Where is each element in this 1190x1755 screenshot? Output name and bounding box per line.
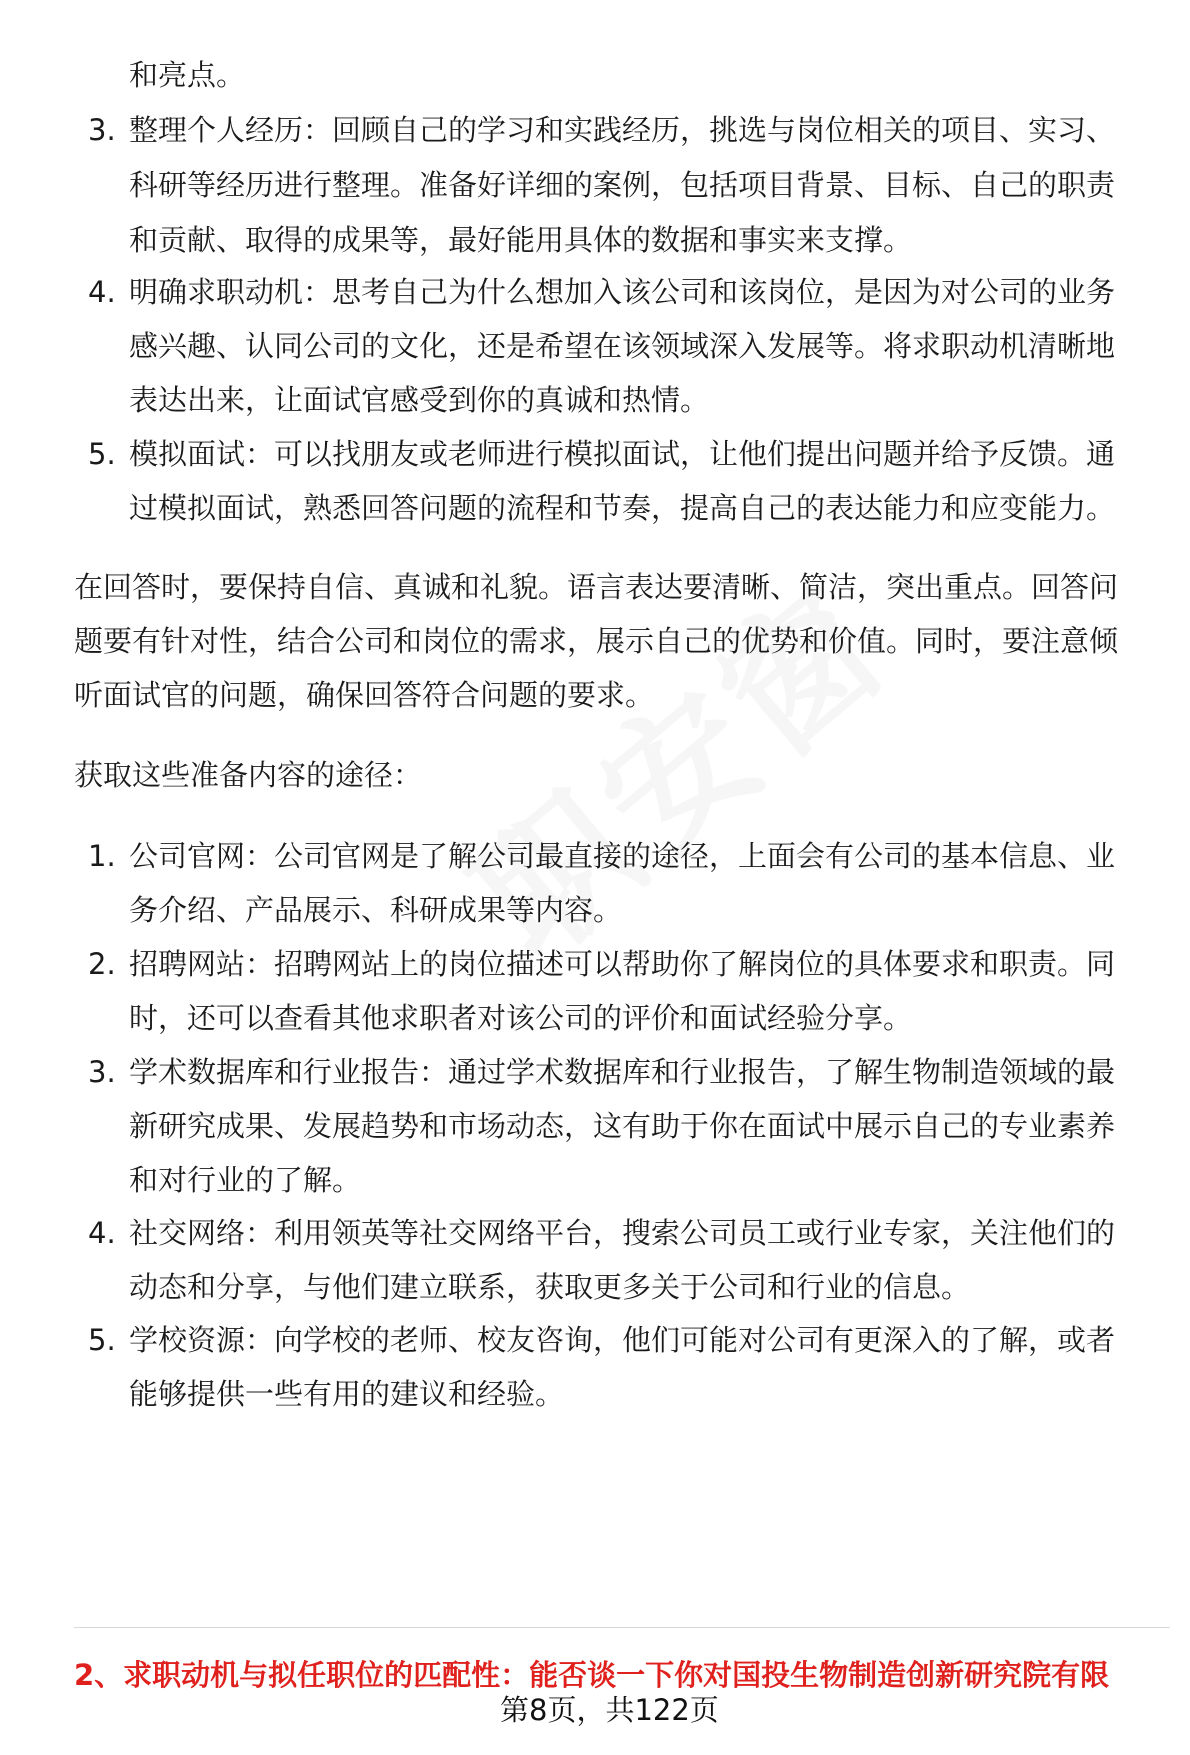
- list-item-line: 和对行业的了解。: [129, 1163, 362, 1197]
- list-number: 3.: [88, 113, 116, 147]
- paragraph-line: 听面试官的问题，确保回答符合问题的要求。: [74, 678, 655, 712]
- paragraph-line: 题要有针对性，结合公司和岗位的需求，展示自己的优势和价值。同时，要注意倾: [74, 624, 1119, 658]
- list-item-line: 模拟面试：可以找朋友或老师进行模拟面试，让他们提出问题并给予反馈。通: [129, 437, 1116, 471]
- list-number: 2.: [88, 947, 116, 981]
- list-item-line: 明确求职动机：思考自己为什么想加入该公司和该岗位，是因为对公司的业务: [129, 275, 1116, 309]
- list-number: 4.: [88, 1216, 116, 1250]
- section-divider: [74, 1627, 1170, 1628]
- list-item-line: 表达出来，让面试官感受到你的真诚和热情。: [129, 383, 710, 417]
- list-item-line: 新研究成果、发展趋势和市场动态，这有助于你在面试中展示自己的专业素养: [129, 1109, 1116, 1143]
- list-item-line: 过模拟面试，熟悉回答问题的流程和节奏，提高自己的表达能力和应变能力。: [129, 491, 1116, 525]
- list-item-line: 时，还可以查看其他求职者对该公司的评价和面试经验分享。: [129, 1001, 913, 1035]
- list-item-line: 能够提供一些有用的建议和经验。: [129, 1377, 565, 1411]
- list-item-line: 科研等经历进行整理。准备好详细的案例，包括项目背景、目标、自己的职责: [129, 168, 1116, 202]
- list-item-line: 社交网络：利用领英等社交网络平台，搜索公司员工或行业专家，关注他们的: [129, 1216, 1116, 1250]
- list-item-line: 整理个人经历：回顾自己的学习和实践经历，挑选与岗位相关的项目、实习、: [129, 113, 1116, 147]
- list-number: 3.: [88, 1055, 116, 1089]
- list-item-line: 务介绍、产品展示、科研成果等内容。: [129, 893, 623, 927]
- list-item-line: 招聘网站：招聘网站上的岗位描述可以帮助你了解岗位的具体要求和职责。同: [129, 947, 1116, 981]
- section-intro: 获取这些准备内容的途径：: [74, 758, 423, 792]
- page-footer: 第8页，共122页: [500, 1693, 719, 1727]
- list-item-line: 学校资源：向学校的老师、校友咨询，他们可能对公司有更深入的了解，或者: [129, 1323, 1116, 1357]
- list-item-line: 公司官网：公司官网是了解公司最直接的途径，上面会有公司的基本信息、业: [129, 839, 1116, 873]
- list-item-line: 感兴趣、认同公司的文化，还是希望在该领域深入发展等。将求职动机清晰地: [129, 329, 1116, 363]
- list-item-line: 和贡献、取得的成果等，最好能用具体的数据和事实来支撑。: [129, 223, 913, 257]
- list-number: 5.: [88, 1323, 116, 1357]
- question-heading: 2、求职动机与拟任职位的匹配性：能否谈一下你对国投生物制造创新研究院有限: [74, 1658, 1110, 1692]
- list-number: 5.: [88, 437, 116, 471]
- list-item-line: 学术数据库和行业报告：通过学术数据库和行业报告，了解生物制造领域的最: [129, 1055, 1116, 1089]
- paragraph-line: 在回答时，要保持自信、真诚和礼貌。语言表达要清晰、简洁，突出重点。回答问: [74, 570, 1119, 604]
- list-item-line: 动态和分享，与他们建立联系，获取更多关于公司和行业的信息。: [129, 1270, 971, 1304]
- text-line: 和亮点。: [129, 58, 246, 92]
- list-number: 4.: [88, 275, 116, 309]
- list-number: 1.: [88, 839, 116, 873]
